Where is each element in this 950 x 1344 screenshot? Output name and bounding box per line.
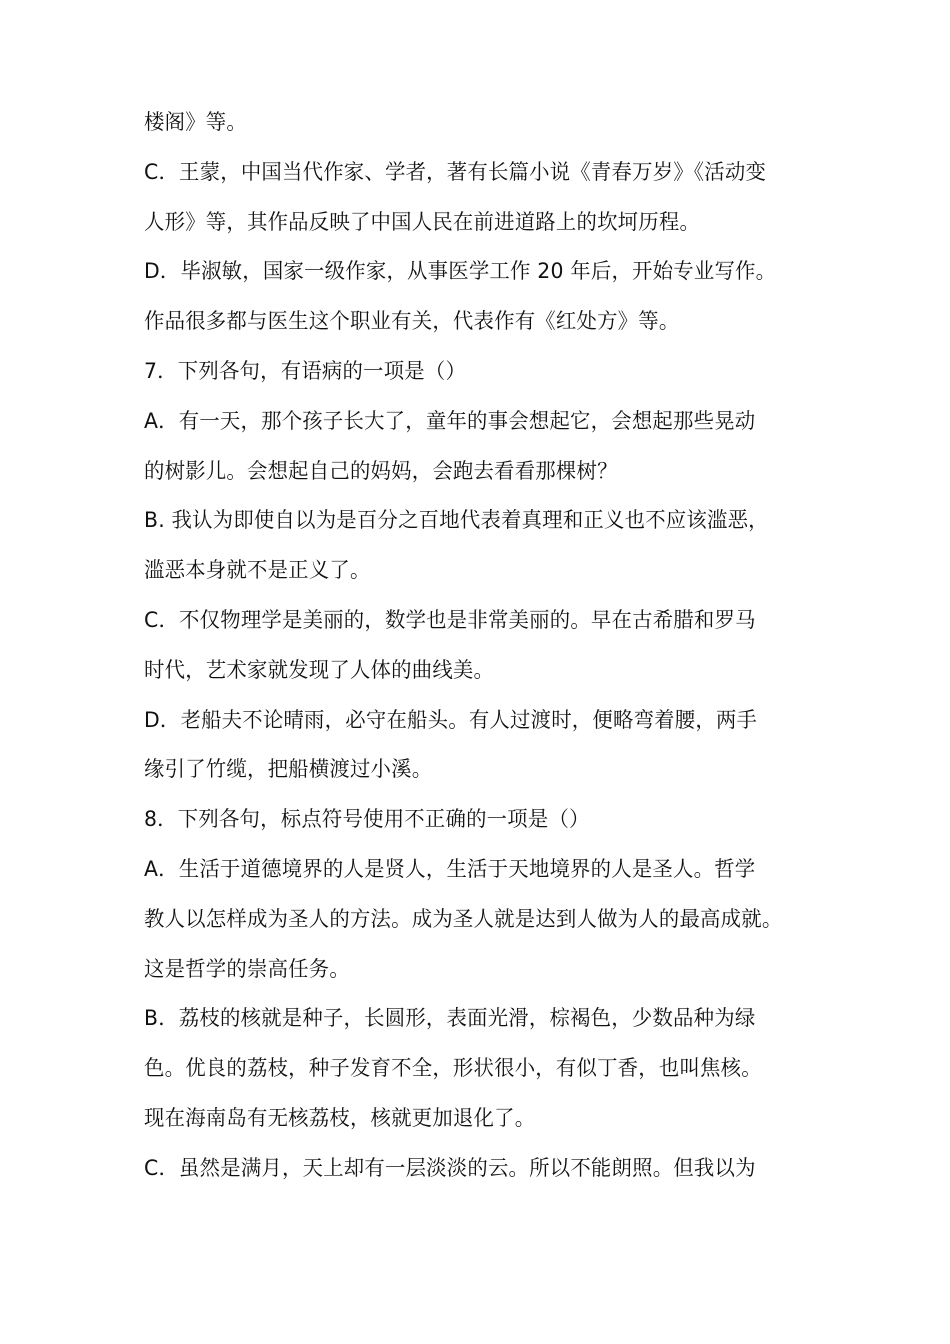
- option-d-bi-shumin: D．毕淑敏，国家一级作家，从事医学工作 20 年后，开始专业写作。: [144, 259, 777, 284]
- text-line: 这是哲学的崇高任务。: [144, 956, 350, 981]
- text-line: 滥恶本身就不是正义了。: [144, 558, 371, 583]
- question-8-option-c: C．虽然是满月，天上却有一层淡淡的云。所以不能朗照。但我以为: [144, 1155, 756, 1180]
- text-line: 现在海南岛有无核荔枝，核就更加退化了。: [144, 1105, 536, 1130]
- question-7-option-d: D．老船夫不论晴雨，必守在船头。有人过渡时，便略弯着腰，两手: [144, 707, 758, 732]
- text-line: 作品很多都与医生这个职业有关，代表作有《红处方》等。: [144, 309, 680, 334]
- question-7-option-c: C．不仅物理学是美丽的，数学也是非常美丽的。早在古希腊和罗马: [144, 607, 756, 632]
- question-7-option-a: A．有一天，那个孩子长大了，童年的事会想起它，会想起那些晃动: [144, 408, 756, 433]
- document-body: [144, 98, 844, 1194]
- option-c-wang-meng: C．王蒙，中国当代作家、学者，著有长篇小说《青春万岁》《活动变: [144, 159, 767, 184]
- text-line: 人形》等，其作品反映了中国人民在前进道路上的坎坷历程。: [144, 209, 701, 234]
- question-8-option-b: B．荔枝的核就是种子，长圆形，表面光滑，棕褐色，少数品种为绿: [144, 1006, 756, 1031]
- question-7-option-b: B. 我认为即使自以为是百分之百地代表着真理和正义也不应该滥恶，: [144, 508, 769, 533]
- question-8: 8．下列各句，标点符号使用不正确的一项是（）: [144, 807, 590, 832]
- text-line: 时代，艺术家就发现了人体的曲线美。: [144, 657, 495, 682]
- text-line: 楼阁》等。: [144, 110, 247, 134]
- question-8-option-a: A．生活于道德境界的人是贤人，生活于天地境界的人是圣人。哲学: [144, 856, 756, 881]
- text-line: 缘引了竹缆，把船横渡过小溪。: [144, 757, 433, 782]
- text-line: 色。优良的荔枝，种子发育不全，形状很小，有似丁香，也叫焦核。: [144, 1056, 762, 1081]
- question-7: 7．下列各句，有语病的一项是（）: [144, 358, 467, 383]
- text-line: 教人以怎样成为圣人的方法。成为圣人就是达到人做为人的最高成就。: [144, 906, 783, 931]
- text-line: 的树影儿。会想起自己的妈妈，会跑去看看那棵树？: [144, 458, 618, 483]
